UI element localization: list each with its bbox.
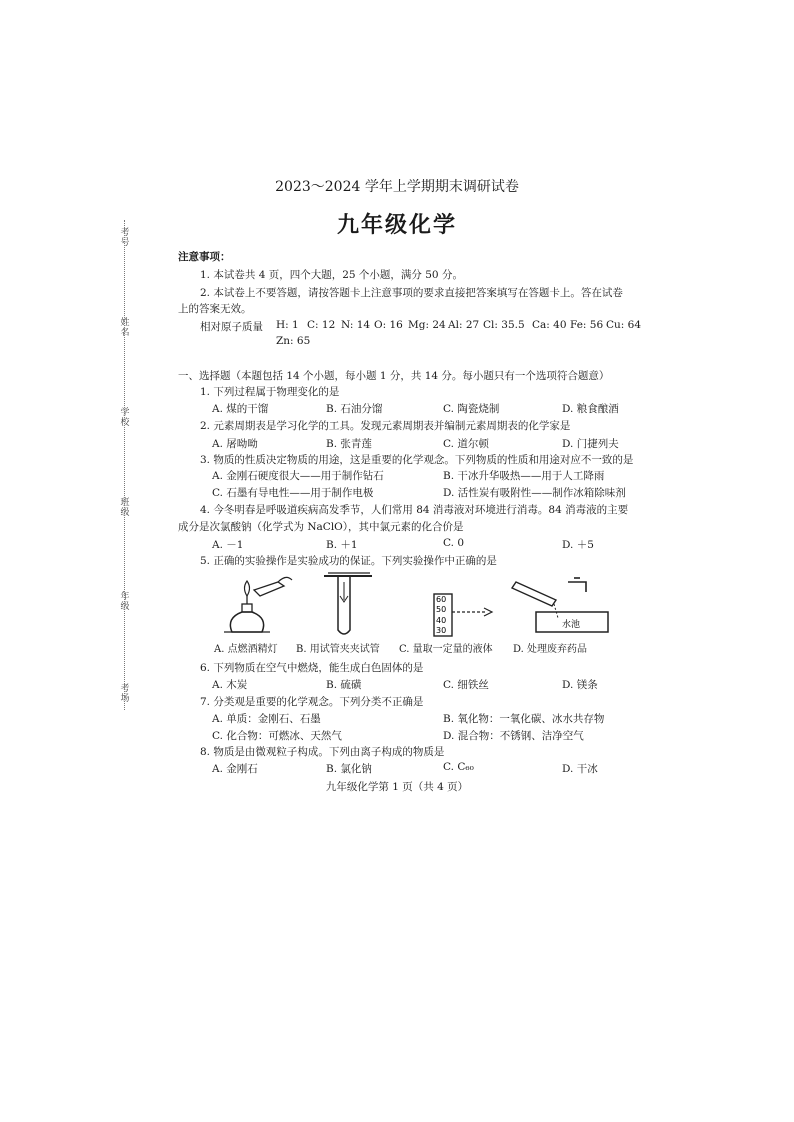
- figure-caption: C. 量取一定量的液体: [399, 644, 493, 655]
- option: D. 粮食酿酒: [562, 403, 619, 415]
- notice-heading: 注意事项：: [178, 251, 231, 263]
- option: D. 镁条: [562, 679, 598, 691]
- option: D. 混合物：不锈钢、洁净空气: [443, 730, 584, 742]
- option: D. 活性炭有吸附性——制作冰箱除味剂: [443, 487, 626, 499]
- question-stem: 5. 正确的实验操作是实验成功的保证。下列实验操作中正确的是: [200, 555, 497, 567]
- option: D. 门捷列夫: [562, 438, 619, 450]
- figure-caption: A. 点燃酒精灯: [214, 644, 278, 655]
- option: B. 氯化钠: [326, 763, 372, 775]
- atomic-mass: N: 14: [341, 319, 371, 331]
- question-stem: 6. 下列物质在空气中燃烧，能生成白色固体的是: [200, 662, 424, 674]
- option: C. 化合物：可燃冰、天然气: [212, 730, 342, 742]
- notice-item: 1. 本试卷共 4 页，四个大题，25 个小题，满分 50 分。: [200, 269, 463, 281]
- option: B. 氧化物：一氧化碳、冰水共存物: [443, 713, 605, 725]
- option: A. －1: [212, 539, 244, 551]
- question-stem-continued: 成分是次氯酸钠（化学式为 NaClO），其中氯元素的化合价是: [178, 521, 464, 533]
- atomic-mass: Fe: 56: [570, 319, 604, 331]
- question-stem: 1. 下列过程属于物理变化的是: [200, 386, 340, 398]
- atomic-mass: Al: 27: [448, 319, 480, 331]
- option: C. 道尔顿: [443, 438, 489, 450]
- option: A. 单质：金刚石、石墨: [212, 713, 321, 725]
- atomic-mass: O: 16: [374, 319, 403, 331]
- question-stem: 7. 分类观是重要的化学观念。下列分类不正确是: [200, 696, 424, 708]
- figure-caption: B. 用试管夹夹试管: [296, 644, 380, 655]
- cylinder-mark: 50: [436, 605, 447, 614]
- subject-title: 九年级化学: [336, 212, 457, 238]
- option: A. 屠呦呦: [212, 438, 258, 450]
- binding-margin-label: 年级: [120, 592, 130, 612]
- figure-caption: D. 处理废弃药品: [513, 644, 588, 655]
- binding-margin-label: 班级: [120, 498, 130, 518]
- atomic-mass: Zn: 65: [276, 335, 311, 347]
- option: D. 干冰: [562, 763, 598, 775]
- atomic-mass: Mg: 24: [408, 319, 446, 331]
- page-footer: 九年级化学第 1 页（共 4 页）: [325, 781, 469, 793]
- option: A. 煤的干馏: [212, 403, 269, 415]
- cylinder-mark: 30: [436, 626, 447, 635]
- question-stem: 4. 今冬明春是呼吸道疾病高发季节，人们常用 84 消毒液对环境进行消毒。84 消毒液的主要: [200, 504, 629, 516]
- atomic-mass-label: 相对原子质量: [200, 321, 263, 333]
- question-stem: 3. 物质的性质决定物质的用途，这是重要的化学观念。下列物质的性质和用途对应不一致的是: [200, 454, 634, 466]
- atomic-mass: H: 1: [276, 319, 299, 331]
- option: C. 细铁丝: [443, 679, 489, 691]
- option: C. 石墨有导电性——用于制作电极: [212, 487, 374, 499]
- option: B. 张青莲: [326, 438, 372, 450]
- graduated-cylinder-figure: [428, 592, 498, 638]
- binding-margin-label: 姓名: [120, 318, 130, 338]
- option: A. 木炭: [212, 679, 248, 691]
- atomic-mass: Cl: 35.5: [483, 319, 525, 331]
- option: B. ＋1: [326, 539, 358, 551]
- option: C. 陶瓷烧制: [443, 403, 500, 415]
- binding-dotted-line: [124, 220, 125, 710]
- atomic-mass: Cu: 64: [606, 319, 642, 331]
- binding-margin-label: 考场: [120, 684, 130, 704]
- section-heading: 一、选择题（本题包括 14 个小题，每小题 1 分，共 14 分。每小题只有一个选项符合题意）: [178, 370, 610, 382]
- option: C. 0: [443, 537, 465, 549]
- option: B. 硫磺: [326, 679, 362, 691]
- atomic-mass: Ca: 40: [532, 319, 567, 331]
- option: B. 干冰升华吸热——用于人工降雨: [443, 470, 605, 482]
- option: D. ＋5: [562, 539, 594, 551]
- option: B. 石油分馏: [326, 403, 383, 415]
- exam-title: 2023～2024 学年上学期期末调研试卷: [275, 179, 519, 195]
- option: C. C₆₀: [443, 761, 474, 773]
- atomic-mass: C: 12: [307, 319, 336, 331]
- binding-margin-label: 学校: [120, 408, 130, 428]
- notice-item: 上的答案无效。: [178, 303, 252, 315]
- cylinder-mark: 60: [436, 595, 447, 604]
- question-stem: 8. 物质是由微观粒子构成。下列由离子构成的物质是: [200, 746, 445, 758]
- alcohol-lamp-figure: [218, 572, 298, 636]
- binding-margin-label: 考号: [120, 228, 130, 248]
- test-tube-holder-figure: [318, 570, 378, 640]
- notice-item: 2. 本试卷上不要答题，请按答题卡上注意事项的要求直接把答案填写在答题卡上。答在试卷: [200, 287, 623, 299]
- option: A. 金刚石硬度很大——用于制作钻石: [212, 470, 384, 482]
- option: A. 金刚石: [212, 763, 258, 775]
- sink-label: 水池: [562, 620, 581, 630]
- cylinder-mark: 40: [436, 616, 447, 625]
- sink-disposal-figure: [508, 574, 618, 636]
- question-stem: 2. 元素周期表是学习化学的工具。发现元素周期表并编制元素周期表的化学家是: [200, 420, 571, 432]
